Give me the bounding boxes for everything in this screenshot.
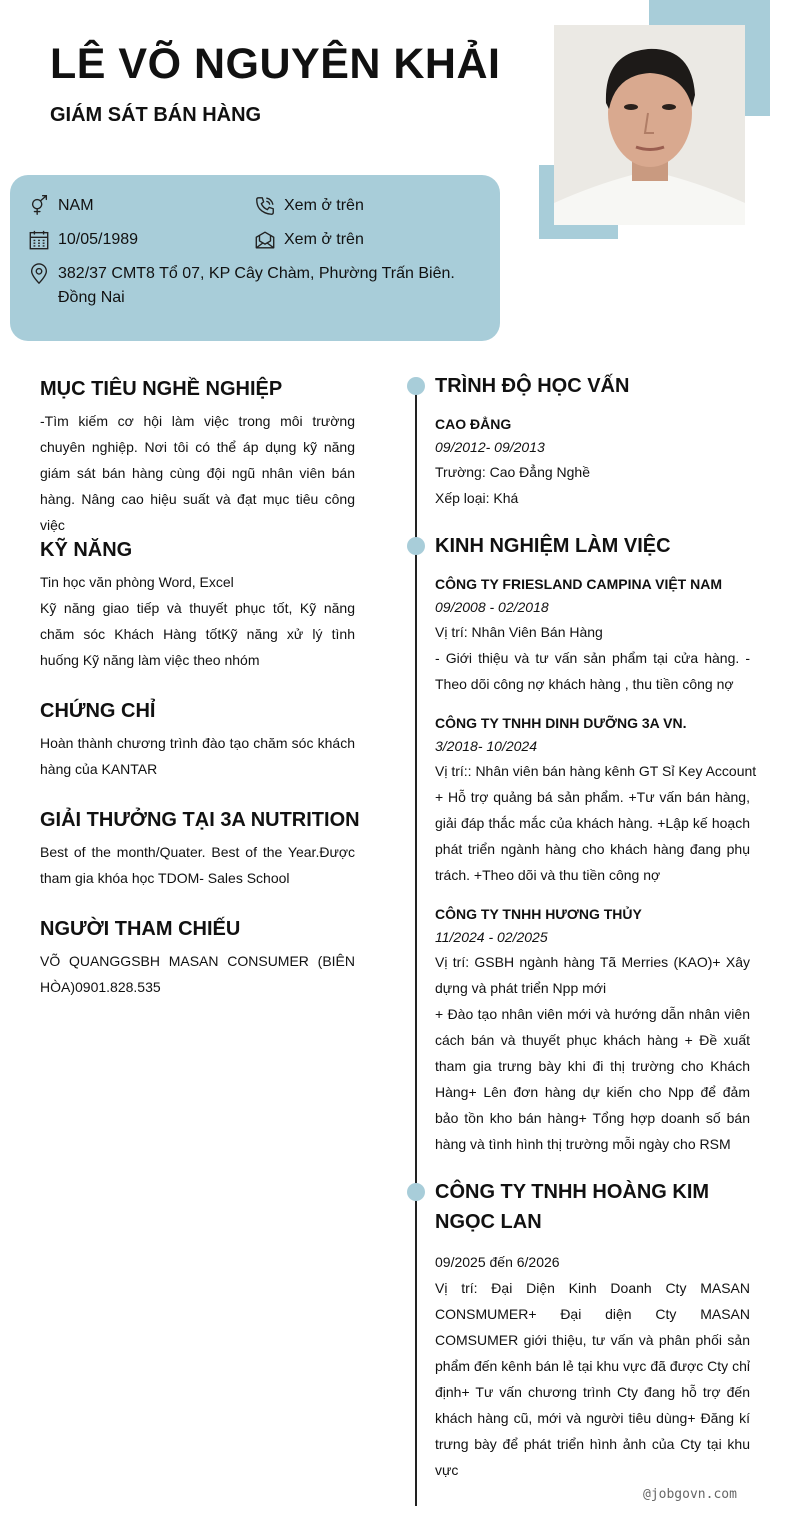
email-value: Xem ở trên xyxy=(284,231,364,248)
education-degree: CAO ĐẲNG xyxy=(435,416,512,432)
mail-icon xyxy=(254,229,276,251)
timeline-dot-experience xyxy=(407,537,425,555)
contact-email xyxy=(254,228,364,252)
education-title: TRÌNH ĐỘ HỌC VẤN xyxy=(435,375,630,397)
gender-icon xyxy=(28,195,50,217)
calendar-icon xyxy=(28,229,50,251)
address-value: 382/37 CMT8 Tổ 07, KP Cây Chàm, Phường Trấn Biên. Đồng Nai xyxy=(58,265,455,306)
current-job-title: CÔNG TY TNHH HOÀNG KIM NGỌC LAN xyxy=(435,1181,710,1233)
timeline-dot-current-job xyxy=(407,1183,425,1201)
job-1-period: 09/2008 - 02/2018 xyxy=(435,599,549,615)
job-3-company: CÔNG TY TNHH HƯƠNG THỦY xyxy=(435,906,642,922)
awards-title: GIẢI THƯỞNG TẠI 3A NUTRITION xyxy=(40,809,360,831)
job-3-period: 11/2024 - 02/2025 xyxy=(435,929,548,945)
location-pin-icon xyxy=(28,263,50,285)
references-title: NGƯỜI THAM CHIẾU xyxy=(40,918,241,940)
current-job-period: 09/2025 đến 6/2026 xyxy=(435,1254,560,1270)
contact-phone xyxy=(254,194,364,218)
references-text: VÕ QUANGGSBH MASAN CONSUMER (BIÊN HÒA)0901.828.535 xyxy=(40,953,355,995)
awards-text: Best of the month/Quater. Best of the Year.Được tham gia khóa học TDOM- Sales School xyxy=(40,844,355,886)
education-school: Trường: Cao Đẳng Nghề xyxy=(435,464,590,480)
job-1-company: CÔNG TY FRIESLAND CAMPINA VIỆT NAM xyxy=(435,576,723,592)
phone-value: Xem ở trên xyxy=(284,197,364,214)
education-period: 09/2012- 09/2013 xyxy=(435,439,545,455)
education-rank: Xếp loại: Khá xyxy=(435,490,519,506)
job-2-position: Vị trí:: Nhân viên bán hàng kênh GT Sỉ Key Account xyxy=(435,763,757,779)
job-title: GIÁM SÁT BÁN HÀNG xyxy=(50,104,262,126)
job-3-description: Vị trí: GSBH ngành hàng Tã Merries (KAO)+ Xây dựng và phát triển Npp mới xyxy=(435,954,750,996)
job-2-description: + Hỗ trợ quảng bá sản phẩm. +Tư vấn bán hàng, giải đáp thắc mắc của khách hàng. +Lập kế hoạch phát triển ngành hàng cho khách hàng đang phụ trách. +Theo dõi và thu tiền công nợ xyxy=(435,789,750,883)
skills-line-1: Tin học văn phòng Word, Excel xyxy=(40,574,234,590)
job-3-description-2: + Đào tạo nhân viên mới và hướng dẫn nhân viên cách bán và thuyết phục khách hàng + Đề xuất tham gia trưng bày khi đi thị trường cho Khách Hàng+ Lên đơn hàng dự kiến cho Npp để đảm bảo tồn kho bán hàng+ Tổng hợp doanh số bán hàng và tình hình thị trường mỗi ngày cho RSM xyxy=(435,1006,750,1152)
job-1-position: Vị trí: Nhân Viên Bán Hàng xyxy=(435,624,603,640)
objective-text: -Tìm kiếm cơ hội làm việc trong môi trường chuyên nghiệp. Nơi tôi có thể áp dụng kỹ năng giám sát bán hàng cùng đội ngũ nhân viên bán hàng. Nâng cao hiệu suất và đạt mục tiêu công việc xyxy=(40,413,355,533)
experience-title: KINH NGHIỆM LÀM VIỆC xyxy=(435,535,671,557)
candidate-name: LÊ VÕ NGUYÊN KHẢI xyxy=(50,40,501,88)
job-1-description: - Giới thiệu và tư vấn sản phẩm tại cửa hàng. - Theo dõi công nợ khách hàng , thu tiền công nợ xyxy=(435,650,750,692)
watermark: @jobgovn.com xyxy=(643,1487,737,1502)
timeline-dot-education xyxy=(407,377,425,395)
profile-photo xyxy=(554,25,745,225)
contact-dob xyxy=(28,228,138,252)
phone-icon xyxy=(254,195,276,217)
current-job-description: Vị trí: Đại Diện Kinh Doanh Cty MASAN CONSMUMER+ Đại diện Cty MASAN COMSUMER giới thiệu, tư vấn và phân phối sản phẩm đến kênh bán lẻ tại khu vực đã được Cty chỉ định+ Tư vấn chương trình Cty đang hỗ trợ đến khách hàng cũ, mới và người tiêu dùng+ Đăng kí trưng bày để phát triển hình ảnh của Cty tại khu vực xyxy=(435,1280,750,1478)
contact-gender xyxy=(28,194,94,218)
skills-title: KỸ NĂNG xyxy=(40,539,133,561)
gender-value: NAM xyxy=(58,197,94,214)
certificates-text: Hoàn thành chương trình đào tạo chăm sóc khách hàng của KANTAR xyxy=(40,735,355,777)
skills-line-2: Kỹ năng giao tiếp và thuyết phục tốt, Kỹ năng chăm sóc Khách Hàng tốtKỹ năng xử lý tình huống Kỹ năng làm việc theo nhóm xyxy=(40,600,355,668)
job-2-period: 3/2018- 10/2024 xyxy=(435,738,537,754)
certificates-title: CHỨNG CHỈ xyxy=(40,700,156,722)
dob-value: 10/05/1989 xyxy=(58,231,139,248)
contact-address xyxy=(28,262,468,310)
job-2-company: CÔNG TY TNHH DINH DƯỠNG 3A VN. xyxy=(435,715,687,731)
objective-title: MỤC TIÊU NGHỀ NGHIỆP xyxy=(40,378,283,400)
